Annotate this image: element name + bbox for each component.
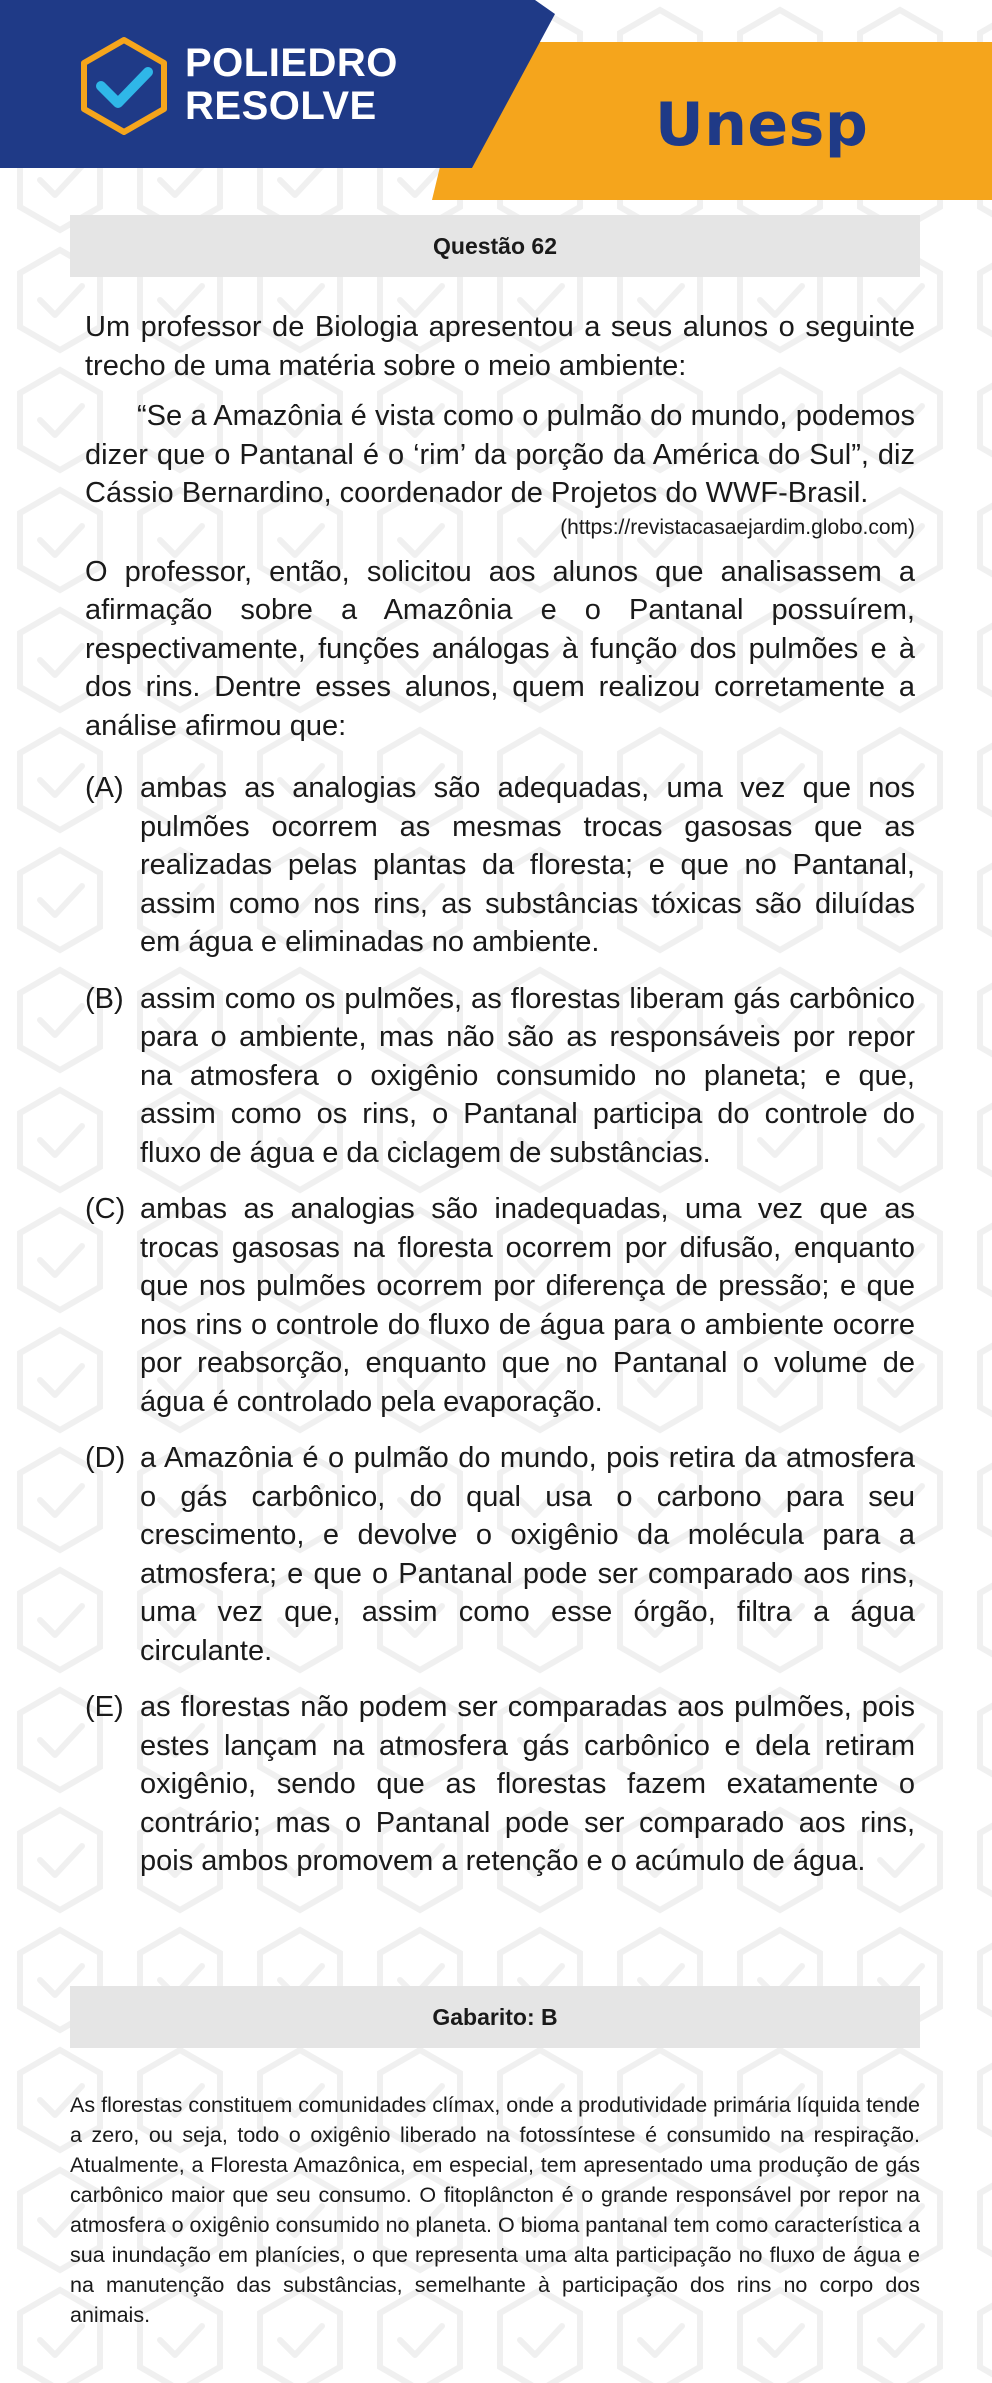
option-b xyxy=(85,980,915,1173)
brand-logo-text xyxy=(185,42,398,128)
question-intro: Um professor de Biologia apresentou a seus alunos o seguinte trecho de uma matéria sobre o meio ambiente: xyxy=(85,311,915,382)
brand-line-1: POLIEDRO xyxy=(185,41,398,85)
option-letter: (B) xyxy=(85,982,124,1015)
option-c xyxy=(85,1190,915,1421)
question-prompt: O professor, então, solicitou aos alunos que analisassem a afirmação sobre a Amazônia e o Pantanal possuírem, respectivamente, funções análogas à função dos pulmões e à dos rins. Dentre esses alunos, quem realizou corretamente a análise afirmou que: xyxy=(85,555,915,742)
option-e xyxy=(85,1688,915,1881)
option-text: as florestas não podem ser comparadas aos pulmões, pois estes lançam na atmosfera gás carbônico e dela retiram oxigênio, sendo que as florestas fazem exatamente o contrário; mas o Pantanal pode ser comparado aos rins, pois ambos promovem a retenção e o acúmulo de água. xyxy=(140,1691,915,1877)
option-text: assim como os pulmões, as florestas liberam gás carbônico para o ambiente, mas não são as responsáveis por repor na atmosfera o oxigênio consumido no planeta; e que, assim como os rins, o Pantanal participa do controle do fluxo de água e da ciclagem de substâncias. xyxy=(140,982,915,1169)
option-letter: (C) xyxy=(85,1193,126,1225)
question-label: Questão 62 xyxy=(70,215,920,277)
brand-line-2: RESOLVE xyxy=(185,84,377,128)
question-quote: “Se a Amazônia é vista como o pulmão do mundo, podemos dizer que o Pantanal é o ‘rim’ da porção da América do Sul”, diz Cássio Bernardino, coordenador de Projetos do WWF-Brasil. xyxy=(85,400,915,509)
option-letter: (A) xyxy=(85,772,124,804)
option-text: a Amazônia é o pulmão do mundo, pois retira da atmosfera o gás carbônico, do qual usa o carbono para seu crescimento, e devolve o oxigênio da molécula para a atmosfera; e que o Pantanal pode ser comparado aos rins, uma vez que, assim como esse órgão, filtra a água circulante. xyxy=(140,1442,915,1667)
option-letter: (E) xyxy=(85,1691,124,1723)
solution-text: As florestas constituem comunidades clímax, onde a produtividade primária líquida tende a zero, ou seja, todo o oxigênio liberado na fotossíntese é consumido na respiração. Atualmente, a Floresta Amazônica, em especial, tem apresentado uma produção de gás carbônico maior que seu consumo. O fitoplâncton é o grande responsável por repor na atmosfera o oxigênio consumido no planeta. O bioma pantanal tem como característica a sua inundação em planícies, o que representa uma alta participação no fluxo de água e na manutenção das substâncias, semelhante à participação dos rins no corpo dos animais. xyxy=(70,2093,920,2327)
option-text: ambas as analogias são inadequadas, uma vez que as trocas gasosas na floresta ocorrem por difusão, enquanto que nos pulmões ocorrem por diferença de pressão; e que nos rins o controle do fluxo de água para o ambiente ocorre por reabsorção, enquanto que no Pantanal o volume de água é controlado pela evaporação. xyxy=(140,1193,915,1418)
option-text: ambas as analogias são adequadas, uma vez que nos pulmões ocorrem as mesmas trocas gasosas que as realizadas pelas plantas da floresta; e que no Pantanal, assim como nos rins, as substâncias tóxicas são diluídas em água e eliminadas no ambiente. xyxy=(140,772,915,958)
question-body xyxy=(85,308,915,1881)
quote-source: (https://revistacasaejardim.globo.com) xyxy=(560,515,915,539)
exam-title: Unesp xyxy=(655,90,869,160)
option-letter: (D) xyxy=(85,1442,126,1474)
option-d xyxy=(85,1439,915,1670)
option-a xyxy=(85,769,915,962)
answer-key: Gabarito: B xyxy=(70,1986,920,2048)
